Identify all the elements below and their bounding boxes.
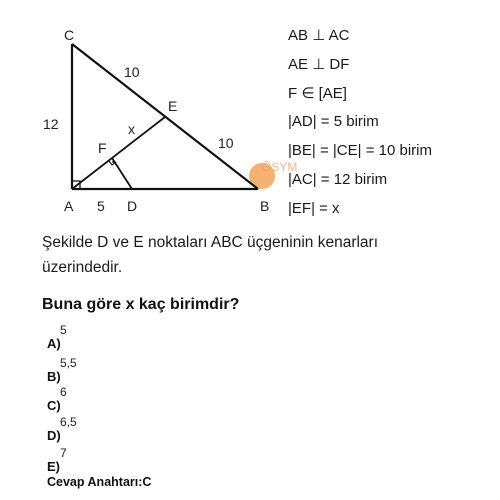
question-text: Buna göre x kaç birimdir? [42,296,240,313]
answer-key: Cevap Anahtarı:C [47,475,152,489]
option-d-label[interactable]: D) [47,428,61,443]
length-label-ac: 12 [43,116,59,132]
option-d-value: 6,5 [60,415,77,429]
option-c-label[interactable]: C) [47,398,61,413]
option-a-value: 5 [60,323,67,337]
given-5: |BE| = |CE| = 10 birim [288,142,432,159]
vertex-label-b: B [260,198,270,214]
length-label-eb: 10 [218,135,234,151]
description-line-1: Şekilde D ve E noktaları ABC üçgeninin kenarları [42,234,379,251]
given-4: |AD| = 5 birim [288,113,379,130]
vertex-label-d: D [127,198,138,214]
triangle-figure [0,0,500,230]
option-b-value: 5,5 [60,356,77,370]
option-e-value: 7 [60,446,67,460]
given-2: AE ⊥ DF [288,56,350,73]
watermark-text: ÖSYM [262,160,298,174]
given-3: F ∈ [AE] [288,85,347,102]
length-label-ce: 10 [124,64,140,80]
vertex-label-c: C [64,27,75,43]
length-label-ad: 5 [97,198,105,214]
segment-ae [72,117,165,189]
option-c-value: 6 [60,385,67,399]
given-7: |EF| = x [288,200,340,217]
given-1: AB ⊥ AC [288,27,350,44]
option-e-label[interactable]: E) [47,459,60,474]
vertex-label-e: E [168,98,178,114]
option-b-label[interactable]: B) [47,369,61,384]
right-angle-dot-f [112,161,114,163]
option-a-label[interactable]: A) [47,336,61,351]
given-6: |AC| = 12 birim [288,171,388,188]
vertex-label-a: A [64,198,74,214]
vertex-label-f: F [98,140,107,156]
description-line-2: üzerindedir. [42,259,123,276]
length-label-ef: x [128,121,135,137]
